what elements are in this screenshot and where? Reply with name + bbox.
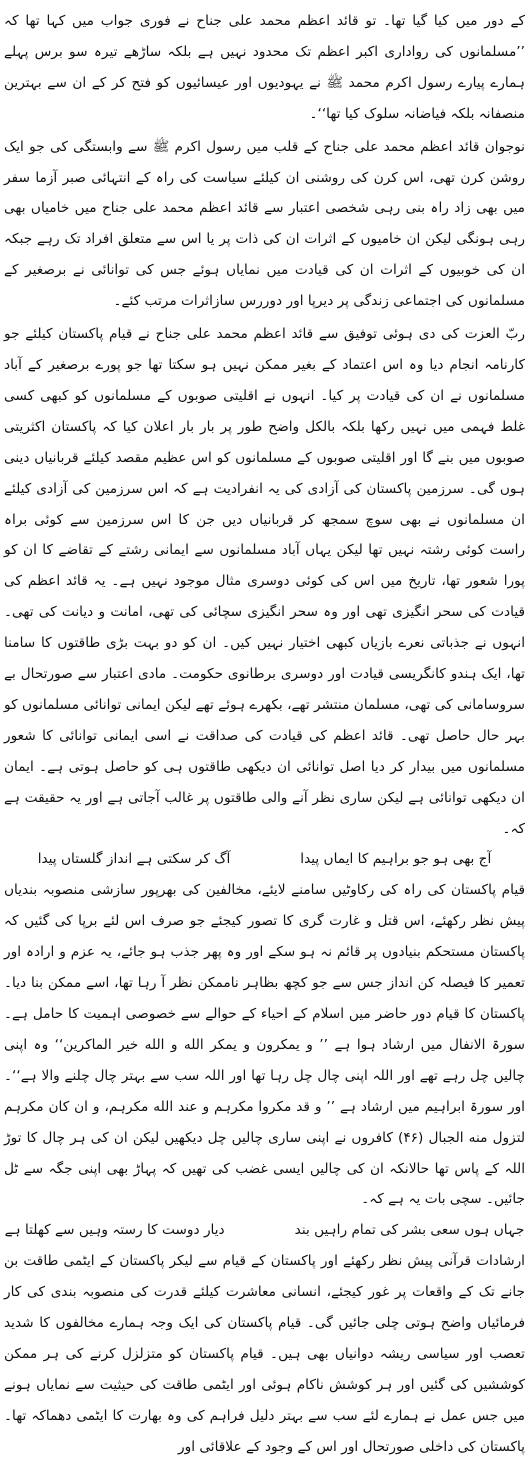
poetry-couplet	[4, 1215, 525, 1246]
poetry-couplet	[4, 844, 525, 875]
article-paragraph: نوجوان قائد اعظم محمد علی جناح کے قلب میں رسول اکرم ﷺ سے وابستگی کی جو ایک روشن کرن تھی، اس کرن کی روشنی ان کیلئے سیاست کی راہ کے انتہائی صبر آزما سفر میں بھی زاد راہ بنی رہی شخصی اعتبار سے قائد اعظم محمد علی جناح میں خامیاں بھی رہی ہونگی لیکن ان خامیوں کے اثرات ان کی ذات پر یا اس سے متعلق افراد تک رہے جبکہ ان کی خوبیوں کے اثرات ان کی قیادت میں نمایاں ہوئے جس کی توانائی نے برصغیر کے مسلمانوں کی اجتماعی زندگی پر دیرپا اور دوررس سازاثرات مرتب کئے۔	[4, 138, 525, 310]
article-paragraph: کے دور میں کیا گیا تھا۔ تو قائد اعظم محمد علی جناح نے فوری جواب میں کہا تھا کہ ’’مسلمانوں کی رواداری اکبر اعظم تک محدود نہیں ہے بلکہ ساڑھے تیرہ سو برس پہلے ہمارے پیارے رسول اکرم محمد ﷺ نے یہودیوں اور عیسائیوں کو فتح کر کے ان سے بہترین منصفانہ بلکہ فیاضانہ سلوک کیا تھا‘‘۔	[4, 13, 525, 122]
couplet-first-line: آج بھی ہو جو براہیم کا ایماں پیدا	[300, 851, 492, 868]
couplet-second-line: دیار دوست کا رستہ وہیں سے کھلتا ہے	[4, 1222, 225, 1239]
couplet-second-line: آگ کر سکتی ہے انداز گلستاں پیدا	[37, 851, 231, 868]
couplet-first-line: جہاں ہوں سعی بشر کی تمام راہیں بند	[294, 1222, 525, 1239]
article-paragraph: قیام پاکستان کی راہ کی رکاوٹیں سامنے لایئے، مخالفین کی بھرپور سازشی منصوبہ بندیاں پیش نظر رکھئے، اس قتل و غارت گری کا تصور کیجئے جو صرف اس لئے برپا کی گئیں کہ پاکستان مستحکم بنیادوں پر قائم نہ ہو سکے اور وہ پھر جذب ہو جائے، یہ عزم و ارادہ اور تعمیر کا فیصلہ کن انداز جس سے جو کچھ بظاہر ناممکن نظر آ رہا تھا، اسے ممکن بنا دیا۔ پاکستان کا قیام دور حاضر میں اسلام کے احیاء کے حوالے سے خصوصی اہمیت کا حامل ہے۔ سورۃ الانفال میں ارشاد ہوا ہے ’’ و یمکرون و یمکر الله و الله خیر الماکرین‘‘ وہ اپنی چالیں چل رہے تھے اور اللہ اپنی چال چل رہا تھا اور اللہ سب سے بہتر چال چلنے والا ہے‘‘۔ اور سورۃ ابراہیم میں ارشاد ہے ’’ و قد مکروا مکرہم و عند الله مکرہم، و ان کان مکرہم لتزول منه الجبال (۴۶) کافروں نے اپنی ساری چالیں چل دیکھیں لیکن ان کی ہر چال کا توڑ اللہ کے پاس تھا حالانکہ ان کی چالیں ایسی غضب کی تھیں کہ پہاڑ بھی اپنی جگہ سے ٹل جائیں۔ سچی بات یہ ہے کہ۔	[4, 882, 525, 1208]
article-paragraph: ارشادات قرآنی پیش نظر رکھئے اور پاکستان کے قیام سے لیکر پاکستان کے ایٹمی طاقت بن جانے تک کے واقعات پر غور کیجئے، انسانی معاشرت کیلئے قدرت کی منصوبہ بندی کی کار فرمائیاں واضح ہوتی چلی جائیں گی۔ قیام پاکستان کی ایک وجہ ہمارے مخالفوں کا شدید تعصب اور سیاسی ریشہ دوانیاں بھی ہیں۔ قیام پاکستان کو متزلزل کرنے کی ہر ممکن کوششیں کی گئیں اور ہر کوشش ناکام ہوئی اور ایٹمی طاقت کی حیثیت سے نمایاں ہونے میں جس عمل نے ہمارے لئے سب سے بہتر دلیل فراہم کی وہ بھارت کا ایٹمی دھماکہ تھا۔ پاکستان کی داخلی صورتحال اور اس کے وجود کے علاقائی اور	[4, 1253, 525, 1455]
article-paragraph: ربّ العزت کی دی ہوئی توفیق سے قائد اعظم محمد علی جناح نے قیام پاکستان کیلئے جو کارنامہ انجام دیا وہ اس اعتماد کے بغیر ممکن نہیں ہو سکتا تھا جو پورے برصغیر کے آباد مسلمانوں نے ان کی قیادت پر کیا۔ انہوں نے اقلیتی صوبوں کے مسلمانوں کو کبھی کسی غلط فہمی میں نہیں رکھا بلکہ بالکل واضح طور پر بار بار اعلان کیا کہ پاکستان اکثریتی صوبوں میں بنے گا اور اقلیتی صوبوں کے مسلمانوں کو اس عظیم مقصد کیلئے قربانیاں دینی ہوں گی۔ سرزمین پاکستان کی آزادی کی یہ انفرادیت ہے کہ اس سرزمین کی آزادی کیلئے ان مسلمانوں نے بھی سوچ سمجھ کر قربانیاں دیں جن کا اس سرزمین سے کوئی براہ راست کوئی رشتہ نہیں تھا لیکن یہاں آباد مسلمانوں سے ایمانی رشتے کے تقاضے کا ان کو پورا شعور تھا، تاریخ میں اس کی کوئی دوسری مثال موجود نہیں ہے۔ یہ قائد اعظم کی قیادت کی سحر انگیزی تھی اور وہ سحر انگیزی سچائی کی تھی، امانت و دیانت کی تھی۔ انہوں نے جذباتی نعرے بازیاں کبھی اختیار نہیں کیں۔ ان کو دو بہت بڑی طاقتوں کا سامنا تھا، ایک ہندو کانگریسی قیادت اور دوسری برطانوی حکومت۔ مادی اعتبار سے صورتحال بے سروسامانی کی تھی، مسلمان منتشر تھے، بکھرے ہوئے تھے لیکن ایمانی توانائی مسلمانوں کو بہر حال حاصل تھی۔ قائد اعظم کی قیادت کی صداقت نے اسی ایمانی توانائی کا شعور مسلمانوں میں بیدار کر دیا اصل توانائی ان دیکھی طاقتوں ہی کو حاصل ہوتی ہے۔ ایمان ان دیکھی توانائی ہے لیکن ساری نظر آنے والی طاقتوں پر غالب آجاتی ہے اور یہ حقیقت ہے کہ۔	[4, 326, 525, 837]
